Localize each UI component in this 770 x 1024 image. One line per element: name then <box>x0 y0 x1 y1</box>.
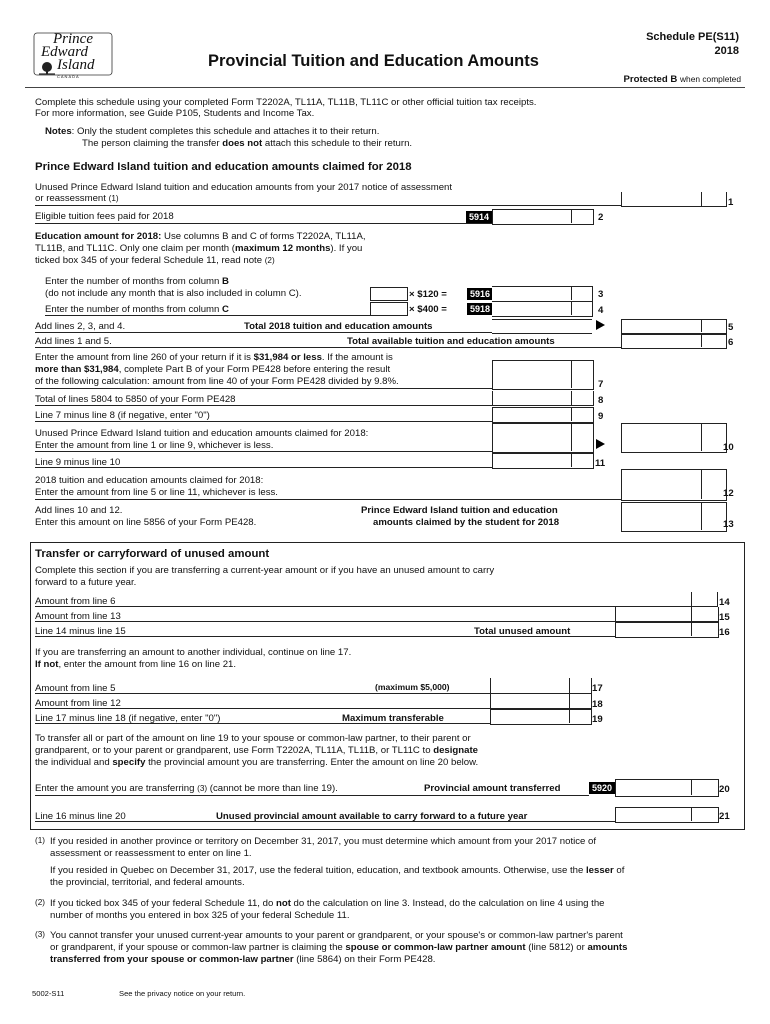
footnote-ref-3: (3) <box>197 784 208 793</box>
designate-word: designate <box>433 745 478 756</box>
line-4-months[interactable] <box>370 302 408 316</box>
line-12-amount[interactable] <box>621 469 727 501</box>
line-number-4: 4 <box>598 305 604 316</box>
line-17-amount[interactable] <box>490 678 592 694</box>
footnote-1-c1: If you resided in Quebec on December 31, 2017, use the federal tuition, education, and textbook amounts. Otherwise, use the <box>50 865 586 876</box>
line-20-total-label: Provincial amount transferred <box>424 783 561 794</box>
line-9-text: Line 7 minus line 8 (if negative, enter "0") <box>35 410 210 421</box>
line-19-amount[interactable] <box>490 709 592 725</box>
footnote-3-b4: amounts <box>587 942 628 953</box>
line-2-amount[interactable] <box>492 209 594 225</box>
line-21-text: Line 16 minus line 20 <box>35 811 126 822</box>
footnote-1-line-a: If you resided in another province or territory on December 31, 2017, you must determine which amount from your 2017 notice of <box>50 836 597 847</box>
line-13-label-b: amounts claimed by the student for 2018 <box>373 517 560 528</box>
line-13-text-a: Add lines 10 and 12. <box>35 505 123 516</box>
line-16-total-label: Total unused amount <box>474 626 571 637</box>
line-5-amount[interactable] <box>621 319 727 334</box>
transfer-instruction-2 <box>35 659 236 670</box>
line-3-text-b: (do not include any month that is also included in column C). <box>45 288 302 299</box>
intro-line-2: For more information, see Guide P105, Students and Income Tax. <box>35 108 315 119</box>
designate-text-2 <box>35 745 478 756</box>
line-6-total-label: Total available tuition and education amounts <box>347 336 555 347</box>
footnote-3-marker: (3) <box>35 930 46 939</box>
part2-title: Transfer or carryforward of unused amount <box>35 548 270 560</box>
line-7-a3: . If the amount is <box>321 352 393 363</box>
education-amount-label: Education amount for 2018: <box>35 231 162 242</box>
footnote-3-line-b <box>50 942 627 953</box>
line-number-21: 21 <box>719 811 730 822</box>
line-14-text: Amount from line 6 <box>35 596 116 607</box>
line-7-threshold-more: more than $31,984 <box>35 364 119 375</box>
notes-text-2a: The person claiming the transfer <box>82 138 223 149</box>
footnote-1-lesser: lesser <box>585 865 614 876</box>
footnote-1-line-c <box>50 865 624 876</box>
footnote-3-b3: (line 5812) or <box>525 942 588 953</box>
part1-title: Prince Edward Island tuition and education amounts claimed for 2018 <box>35 161 412 173</box>
line-3-amount[interactable] <box>492 286 593 302</box>
line-number-8: 8 <box>598 395 604 406</box>
line-19-text: Line 17 minus line 18 (if negative, enter "0") <box>35 713 221 724</box>
form-code: 5002-S11 <box>32 989 65 998</box>
line-3-text-a <box>45 276 229 287</box>
arrow-right-icon <box>596 320 605 330</box>
line-number-1: 1 <box>728 197 734 208</box>
pei-logo <box>33 29 115 81</box>
footnote-2-a1: If you ticked box 345 of your federal Schedule 11, do <box>50 898 276 909</box>
line-12-text-b: Enter the amount from line 5 or line 11, whichever is less. <box>35 487 278 498</box>
line-6-text: Add lines 1 and 5. <box>35 336 112 347</box>
line-20-label-b: (cannot be more than line 19). <box>207 783 338 794</box>
line-number-19: 19 <box>592 714 603 725</box>
line-13-label-a: Prince Edward Island tuition and education <box>361 505 558 516</box>
designate-text-1: To transfer all or part of the amount on line 19 to your spouse or common-law partner, to their parent or <box>35 733 471 744</box>
line-15-amount[interactable] <box>615 607 719 622</box>
code-5920: 5920 <box>589 782 615 794</box>
line-2-text: Eligible tuition fees paid for 2018 <box>35 211 174 222</box>
line-number-12: 12 <box>723 488 734 499</box>
notes-line-2 <box>82 138 412 149</box>
schedule-number: Schedule PE(S11) <box>646 31 739 43</box>
line-3-label-a: Enter the number of months from column <box>45 276 223 287</box>
transfer-instruction-1: If you are transferring an amount to another individual, continue on line 17. <box>35 647 352 658</box>
privacy-notice: See the privacy notice on your return. <box>119 989 246 998</box>
line-9-amount[interactable] <box>492 407 594 423</box>
line-number-5: 5 <box>728 322 734 333</box>
logo-canada: CANADA <box>57 74 80 79</box>
intro-line-1: Complete this schedule using your completed Form T2202A, TL11A, TL11B, TL11C or other official tuition tax receipts. <box>35 97 537 108</box>
line-4-text <box>45 304 229 315</box>
footnote-2-a3: do the calculation on line 3. Instead, do the calculation on line 4 using the <box>290 898 605 909</box>
footnote-3-c1: transferred from your spouse or common-law partner <box>50 954 294 965</box>
footnote-3-b1: or grandparent, if your spouse or common-law partner is claiming the <box>50 942 346 953</box>
line-20-label-a: Enter the amount you are transferring <box>35 783 195 794</box>
line-12-text-a: 2018 tuition and education amounts claimed for 2018: <box>35 475 264 486</box>
line-5-text: Add lines 2, 3, and 4. <box>35 321 126 332</box>
footnote-1-line-d: the provincial, territorial, and federal amounts. <box>50 877 245 888</box>
line-20-amount[interactable] <box>615 779 719 797</box>
line-number-11: 11 <box>595 458 606 469</box>
footnote-1-line-b: assessment or reassessment to enter on line 1. <box>50 848 252 859</box>
line-number-7: 7 <box>598 379 604 390</box>
notes-line-1 <box>45 126 379 137</box>
designate-text-2a: grandparent, or to your parent or grandparent, use Form T2202A, TL11A, TL11B, or TL11C to <box>35 745 434 756</box>
line-7-b2: , complete Part B of your Form PE428 before entering the result <box>118 364 391 375</box>
arrow-right-icon <box>596 439 605 449</box>
footnote-3-c2: (line 5864) on their Form PE428. <box>293 954 436 965</box>
part2-intro-1: Complete this section if you are transferring a current-year amount or if you have an unused amount to carry <box>35 565 495 576</box>
line-5-subtotal[interactable] <box>492 319 592 334</box>
specify-word: specify <box>112 757 146 768</box>
notes-label: Notes <box>45 126 72 137</box>
line-7-a1: Enter the amount from line 260 of your return if it is <box>35 352 254 363</box>
line-10-text-a: Unused Prince Edward Island tuition and education amounts claimed for 2018: <box>35 428 369 439</box>
line-number-2: 2 <box>598 212 604 223</box>
footnote-ref-2: (2) <box>264 256 275 265</box>
notes-text-1: : Only the student completes this schedule and attaches it to their return. <box>71 126 380 137</box>
footnote-2-marker: (2) <box>35 898 46 907</box>
line-7-amount[interactable] <box>492 360 594 390</box>
line-7-text-a <box>35 352 393 363</box>
line-21-amount[interactable] <box>615 807 719 823</box>
code-5918: 5918 <box>467 303 493 315</box>
line-17-text: Amount from line 5 <box>35 683 116 694</box>
line-17-max: (maximum $5,000) <box>375 682 450 692</box>
line-1-label: or reassessment <box>35 193 106 204</box>
education-amount-text-3a: ticked box 345 of your federal Schedule 11, read note <box>35 255 263 266</box>
footnote-3-b2: spouse or common-law partner amount <box>345 942 526 953</box>
footnote-1-marker: (1) <box>35 836 46 845</box>
part2-intro-2: forward to a future year. <box>35 577 137 588</box>
education-amount-max: maximum 12 months <box>234 243 331 254</box>
education-amount-text-3 <box>35 255 275 266</box>
education-amount-text-1 <box>35 231 366 242</box>
line-19-label: Maximum transferable <box>342 713 444 724</box>
footnote-1-c3: of <box>613 865 625 876</box>
transfer-instruction-2b: , enter the amount from line 16 on line 21. <box>58 659 237 670</box>
form-sheet <box>25 25 745 1015</box>
line-20-text <box>35 783 338 794</box>
if-not: If not <box>35 659 59 670</box>
form-title: Provincial Tuition and Education Amounts <box>208 52 539 70</box>
footnote-3-line-c <box>50 954 435 965</box>
line-14-amount[interactable] <box>615 592 718 607</box>
line-7-text-c: of the following calculation: amount from line 40 of your Form PE428 divided by 9.8%. <box>35 376 399 387</box>
line-10-subtotal[interactable] <box>492 423 594 453</box>
footnote-ref-1: (1) <box>108 194 119 203</box>
designate-text-3 <box>35 757 478 768</box>
line-21-label: Unused provincial amount available to carry forward to a future year <box>216 811 528 822</box>
line-7-threshold: $31,984 or less <box>253 352 322 363</box>
protected-status <box>623 74 741 85</box>
line-5-total-label: Total 2018 tuition and education amounts <box>244 321 433 332</box>
logo-edward: Edward <box>41 44 88 60</box>
line-number-9: 9 <box>598 411 604 422</box>
line-number-14: 14 <box>719 597 730 608</box>
line-number-3: 3 <box>598 289 604 300</box>
code-5916: 5916 <box>467 288 493 300</box>
code-5914: 5914 <box>466 211 492 223</box>
line-4-rate: × $400 = <box>409 304 447 315</box>
education-amount-text-2a: TL11B, and TL11C. Only one claim per month ( <box>35 243 235 254</box>
line-3-rate: × $120 = <box>409 289 447 300</box>
line-18-text: Amount from line 12 <box>35 698 121 709</box>
education-amount-text-1b: Use columns B and C of forms T2202A, TL11A, <box>161 231 366 242</box>
line-7-text-b <box>35 364 390 375</box>
education-amount-text-2 <box>35 243 362 254</box>
line-number-15: 15 <box>719 612 730 623</box>
footnote-3-line-a: You cannot transfer your unused current-year amounts to your parent or grandparent, or your spouse's or common-law partner's parent <box>50 930 623 941</box>
schedule-year: 2018 <box>714 45 739 57</box>
line-10-amount[interactable] <box>621 423 727 453</box>
line-1-amount[interactable] <box>621 192 727 207</box>
column-c: C <box>222 304 229 315</box>
when-completed: when completed <box>680 74 741 84</box>
line-number-10: 10 <box>723 442 734 453</box>
designate-text-3c: the provincial amount you are transferring. Enter the amount on line 20 below. <box>145 757 479 768</box>
line-8-text: Total of lines 5804 to 5850 of your Form PE428 <box>35 394 236 405</box>
footnote-2-line-b: number of months you entered in box 325 of your federal Schedule 11. <box>50 910 350 921</box>
footnote-2-line-a <box>50 898 605 909</box>
logo-island: Island <box>57 57 95 73</box>
line-number-16: 16 <box>719 627 730 638</box>
education-amount-text-2c: ). If you <box>330 243 363 254</box>
line-4-amount[interactable] <box>492 301 593 317</box>
line-18-amount[interactable] <box>490 694 592 709</box>
footnote-2-not: not <box>275 898 291 909</box>
line-number-6: 6 <box>728 337 734 348</box>
line-13-text-b: Enter this amount on line 5856 of your Form PE428. <box>35 517 257 528</box>
logo-prince: Prince <box>53 31 93 47</box>
line-6-amount[interactable] <box>621 334 727 349</box>
line-1-text-b <box>35 193 119 204</box>
line-3-months[interactable] <box>370 287 408 301</box>
line-16-amount[interactable] <box>615 622 719 638</box>
line-15-text: Amount from line 13 <box>35 611 121 622</box>
line-16-text: Line 14 minus line 15 <box>35 626 126 637</box>
line-number-20: 20 <box>719 784 730 795</box>
line-number-17: 17 <box>592 683 603 694</box>
column-b: B <box>222 276 229 287</box>
line-1-text-a: Unused Prince Edward Island tuition and education amounts from your 2017 notice of assessment <box>35 182 453 193</box>
line-11-text: Line 9 minus line 10 <box>35 457 121 468</box>
line-11-amount[interactable] <box>492 453 594 469</box>
designate-text-3a: the individual and <box>35 757 113 768</box>
line-13-amount[interactable] <box>621 502 727 532</box>
line-number-13: 13 <box>723 519 734 530</box>
notes-text-2b: does not <box>222 138 263 149</box>
line-number-18: 18 <box>592 699 603 710</box>
line-4-label: Enter the number of months from column <box>45 304 223 315</box>
notes-text-2c: attach this schedule to their return. <box>262 138 413 149</box>
line-8-amount[interactable] <box>492 391 594 406</box>
line-10-text-b: Enter the amount from line 1 or line 9, whichever is less. <box>35 440 274 451</box>
protected-b: Protected B <box>623 74 678 85</box>
